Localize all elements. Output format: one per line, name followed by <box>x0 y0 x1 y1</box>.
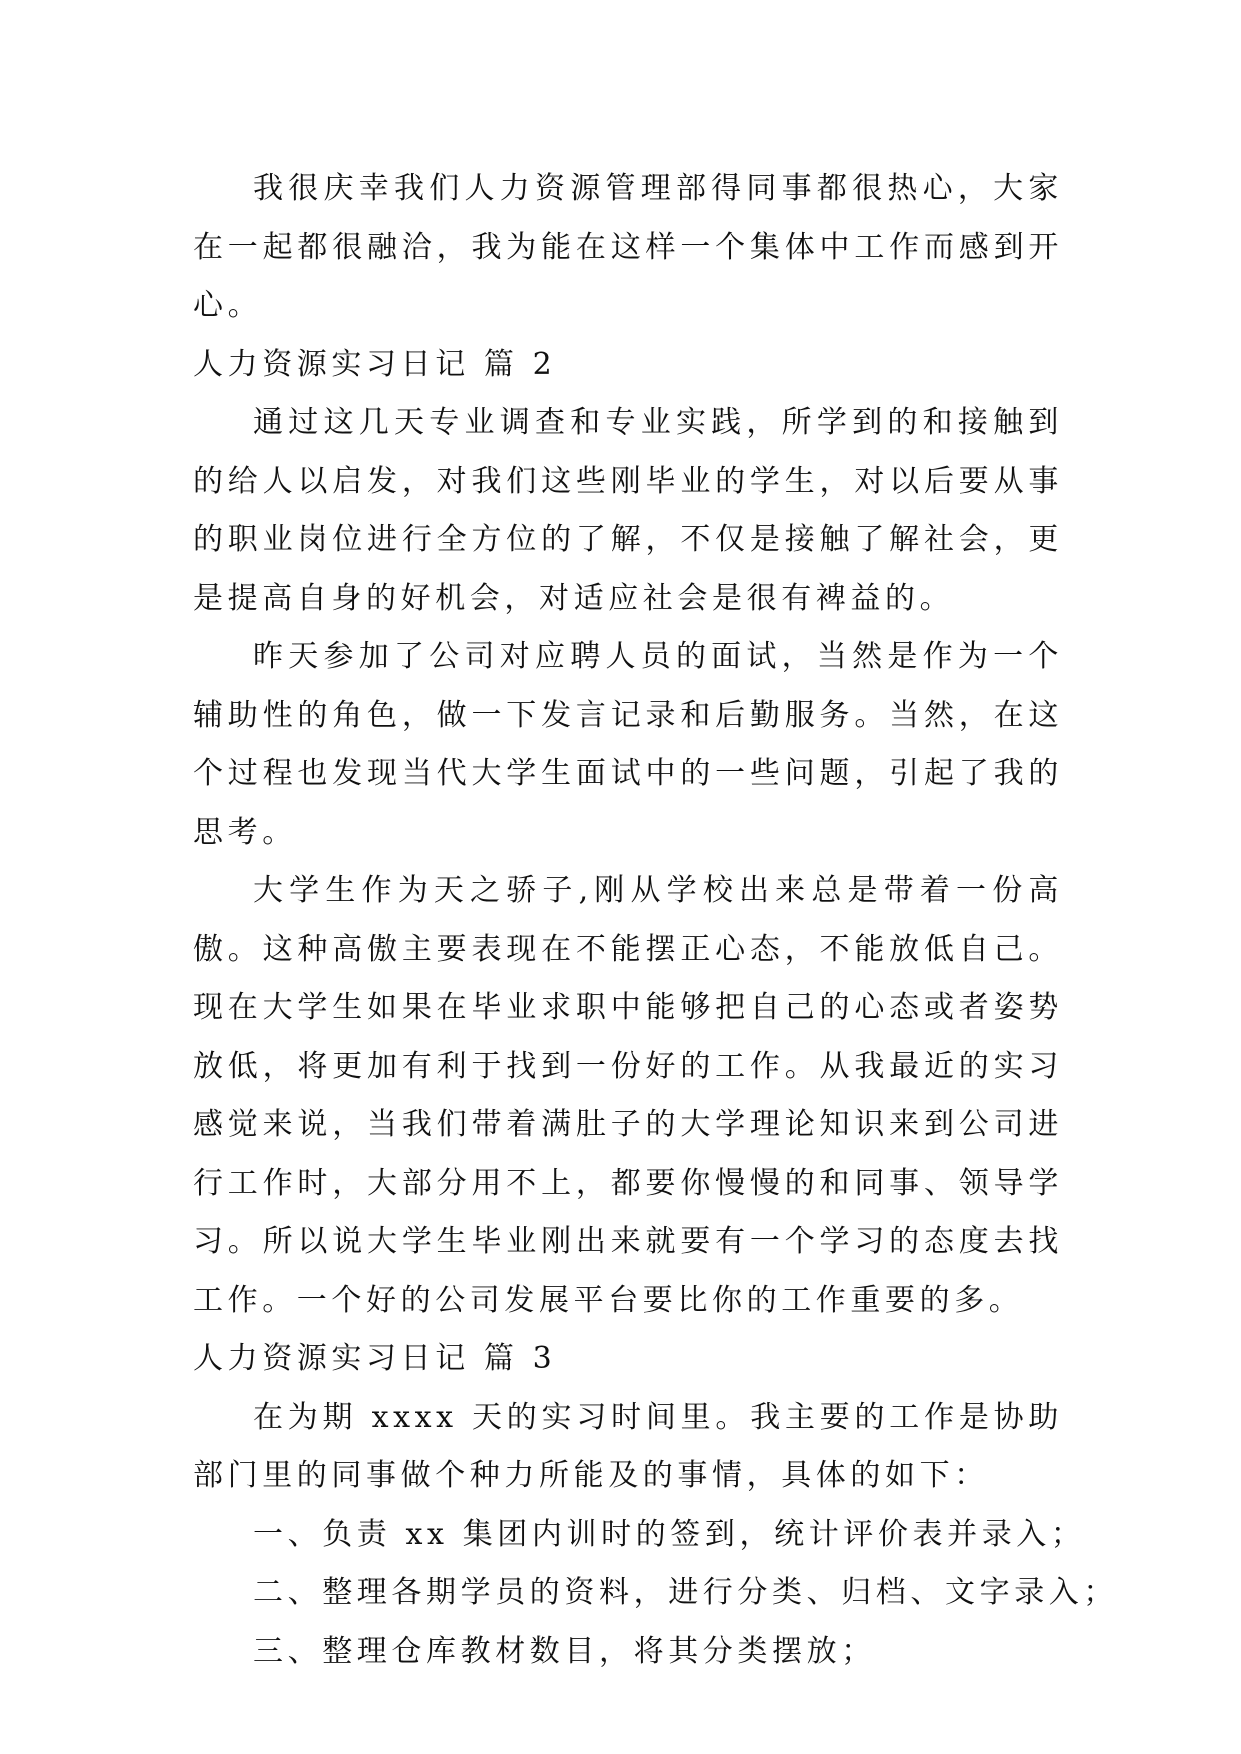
section-heading: 人力资源实习日记 篇 3 <box>193 1341 557 1376</box>
section-heading: 人力资源实习日记 篇 2 <box>193 346 557 382</box>
paragraph: 大学生作为天之骄子,刚从学校出来总是带着一份高傲。这种高傲主要表现在不能摆正心态，不能放低自己。现在大学生如果在毕业求职中能够把自己的心态或者姿势放低，将更加有利于找到一份好的工作。从我最近的实习感觉来说，当我们带着满肚子的大学理论知识来到公司进行工作时，大部分用不上，都要你慢慢的和同事、领导学习。所以说大学生毕业刚出来就要有一个学习的态度去找工作。一个好的公司发展平台要比你的工作重要的多。 <box>193 873 1063 1318</box>
document-page <box>193 160 1118 1681</box>
list-item: 三、整理仓库教材数目，将其分类摆放； <box>253 1633 876 1669</box>
paragraph: 通过这几天专业调查和专业实践，所学到的和接触到的给人以启发，对我们这些刚毕业的学生，对以后要从事的职业岗位进行全方位的了解，不仅是接触了解社会，更是提高自身的好机会，对适应社会是很有裨益的。 <box>193 405 1063 616</box>
list-item: 一、负责 xx 集团内训时的签到，统计评价表并录入； <box>253 1516 1086 1552</box>
paragraph: 昨天参加了公司对应聘人员的面试，当然是作为一个辅助性的角色，做一下发言记录和后勤服务。当然，在这个过程也发现当代大学生面试中的一些问题，引起了我的思考。 <box>193 639 1063 850</box>
paragraph: 我很庆幸我们人力资源管理部得同事都很热心，大家在一起都很融洽，我为能在这样一个集体中工作而感到开心。 <box>193 171 1063 323</box>
list-item: 二、整理各期学员的资料，进行分类、归档、文字录入； <box>253 1575 1118 1610</box>
paragraph: 在为期 xxxx 天的实习时间里。我主要的工作是协助部门里的同事做个种力所能及的事情，具体的如下： <box>193 1399 1063 1493</box>
